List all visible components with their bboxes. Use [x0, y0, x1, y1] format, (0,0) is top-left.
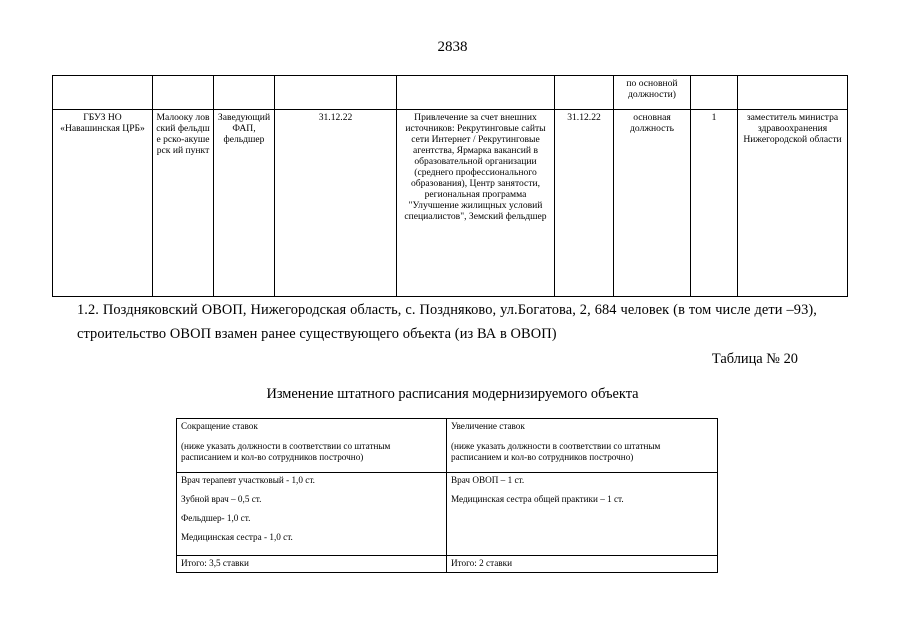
- page-number: 2838: [437, 39, 468, 55]
- left-note: (ниже указать должности в соответствии со штатным расписанием и кол-во сотрудников построчно): [181, 441, 391, 462]
- right-header: Увеличение ставок: [451, 421, 525, 431]
- list-item: Медицинская сестра - 1,0 ст.: [181, 532, 293, 542]
- staffing-measures-table: [52, 75, 848, 297]
- table-cell: Привлечение за счет внешних источников: Рекрутинговые сайты сети Интернет / Рекрутинговые агентства, Ярмарка вакансий в образовательной организации (среднего профессионального образования), Центр занятости, региональная программа "Улучшение жилищных условий специалистов", Земский фельдшер: [397, 110, 555, 297]
- right-total: Итого: 2 ставки: [447, 556, 718, 573]
- staff-change-table: [176, 418, 718, 573]
- left-total: Итого: 3,5 ставки: [177, 556, 447, 573]
- list-item: Фельдшер- 1,0 ст.: [181, 513, 251, 523]
- table-row: [177, 473, 718, 556]
- table-row: [177, 556, 718, 573]
- table-row: [53, 76, 848, 110]
- list-item: Зубной врач – 0,5 ст.: [181, 494, 262, 504]
- table-cell: заместитель министра здравоохранения Нижегородской области: [738, 110, 848, 297]
- table-row: [53, 110, 848, 297]
- table-cell: 31.12.22: [555, 110, 614, 297]
- table-cell: Малооку ловский фельдше рско-акушерск ий пункт: [153, 110, 214, 297]
- table-row: [177, 419, 718, 473]
- table-number: Таблица № 20: [711, 351, 798, 367]
- table-cell: [447, 473, 718, 556]
- section-paragraph: 1.2. Поздняковский ОВОП, Нижегородская область, с. Поздняково, ул.Богатова, 2, 684 человек (в том числе дети –93), строительство ОВОП взамен ранее существующего объекта (из ВА в ОВОП): [77, 302, 817, 342]
- right-note: (ниже указать должности в соответствии со штатным расписанием и кол-во сотрудников построчно): [451, 441, 661, 462]
- left-header: Сокращение ставок: [181, 421, 258, 431]
- table-cell: 31.12.22: [275, 110, 397, 297]
- table-cell: [177, 419, 447, 473]
- list-item: Медицинская сестра общей практики – 1 ст.: [451, 494, 624, 504]
- list-item: Врач ОВОП – 1 ст.: [451, 475, 525, 485]
- table-cell: основная должность: [614, 110, 691, 297]
- list-item: Врач терапевт участковый - 1,0 ст.: [181, 475, 315, 485]
- table-cell: по основной должности): [614, 76, 691, 110]
- table-title: Изменение штатного расписания модернизируемого объекта: [266, 386, 639, 402]
- table-cell: [447, 419, 718, 473]
- table-cell: [177, 473, 447, 556]
- table-cell: 1: [691, 110, 738, 297]
- table-cell: ГБУЗ НО «Навашинская ЦРБ»: [53, 110, 153, 297]
- table-cell: Заведующий ФАП, фельдшер: [214, 110, 275, 297]
